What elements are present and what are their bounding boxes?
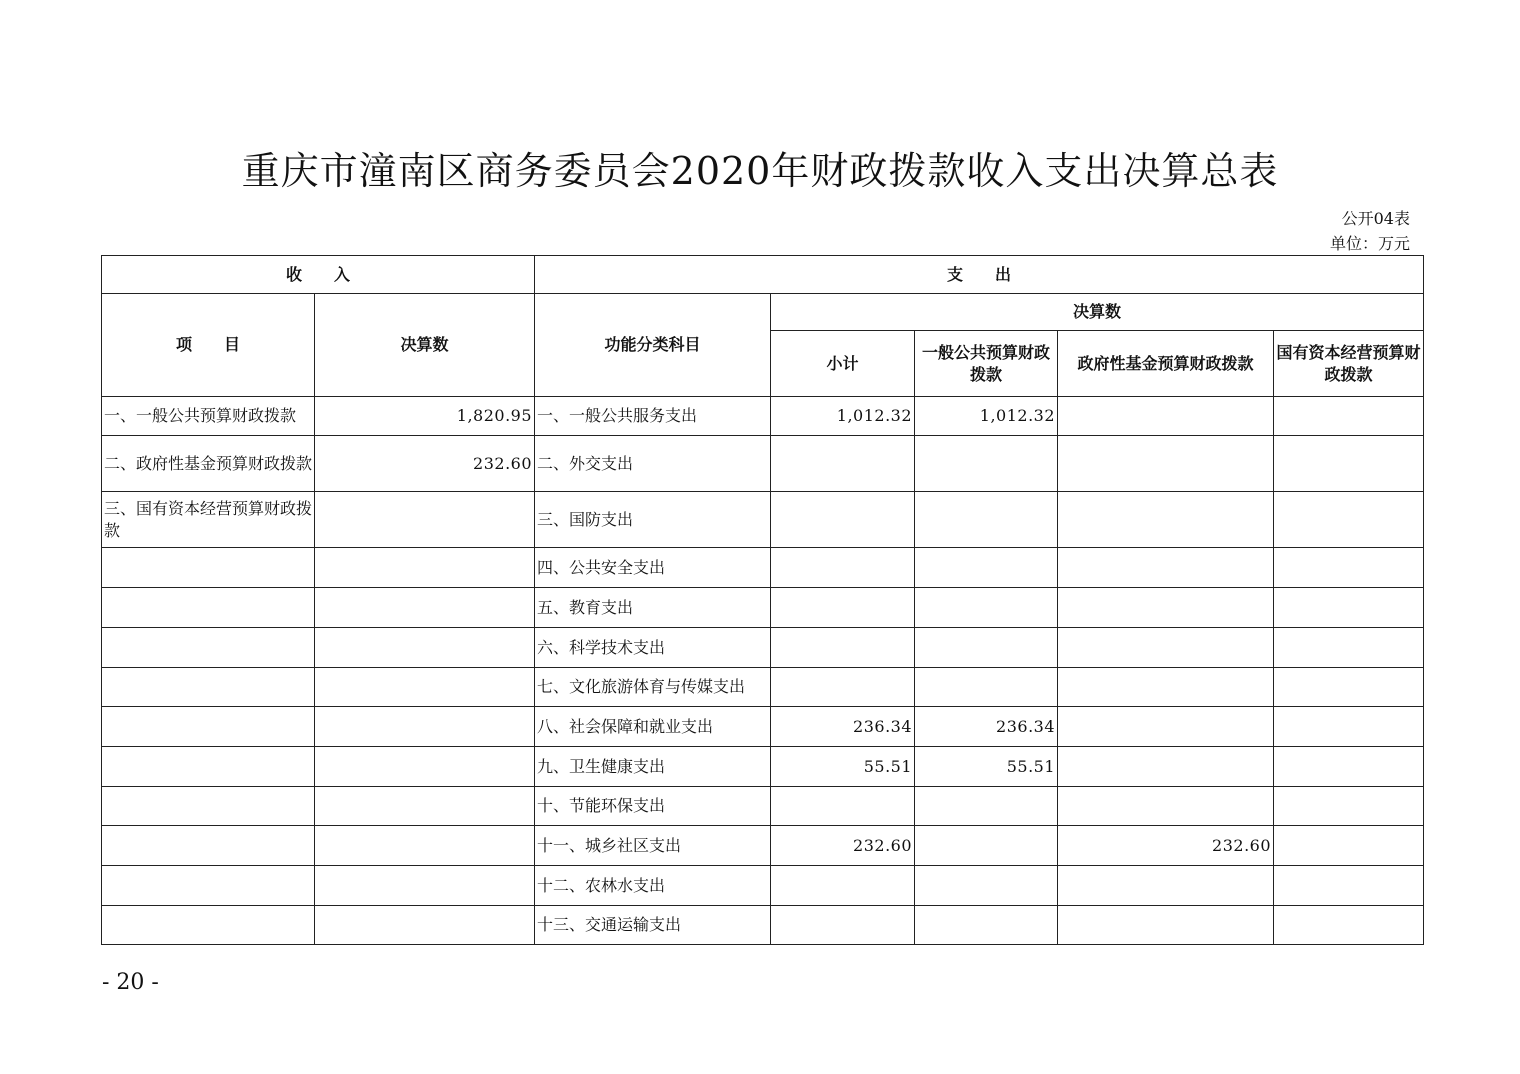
table-row — [102, 866, 1424, 906]
subtotal-cell — [771, 436, 915, 492]
gov-fund-cell — [1058, 866, 1274, 906]
income-item-cell — [102, 747, 315, 787]
gov-fund-cell: 232.60 — [1058, 826, 1274, 866]
income-amount-cell — [315, 747, 535, 787]
income-amount-cell — [315, 866, 535, 906]
income-item-cell: 一、一般公共预算财政拨款 — [102, 397, 315, 436]
subtotal-cell: 55.51 — [771, 747, 915, 787]
state-capital-cell — [1274, 668, 1424, 707]
category-cell: 三、国防支出 — [535, 492, 771, 548]
state-capital-cell — [1274, 548, 1424, 588]
general-budget-cell — [915, 906, 1058, 945]
subtotal-header: 小计 — [771, 331, 915, 397]
general-budget-cell — [915, 436, 1058, 492]
income-amount-cell — [315, 588, 535, 628]
final-amount-header: 决算数 — [315, 294, 535, 397]
gov-fund-cell — [1058, 492, 1274, 548]
table-row — [102, 628, 1424, 668]
table-row — [102, 548, 1424, 588]
general-budget-cell — [915, 588, 1058, 628]
table-row — [102, 397, 1424, 436]
general-budget-cell: 55.51 — [915, 747, 1058, 787]
subtotal-cell: 1,012.32 — [771, 397, 915, 436]
income-amount-cell — [315, 707, 535, 747]
general-budget-cell — [915, 548, 1058, 588]
subtotal-cell — [771, 548, 915, 588]
gov-fund-cell — [1058, 397, 1274, 436]
category-cell: 二、外交支出 — [535, 436, 771, 492]
income-item-cell: 二、政府性基金预算财政拨款 — [102, 436, 315, 492]
table-row — [102, 707, 1424, 747]
gov-fund-cell — [1058, 906, 1274, 945]
table-row — [102, 492, 1424, 548]
category-cell: 十二、农林水支出 — [535, 866, 771, 906]
category-cell: 六、科学技术支出 — [535, 628, 771, 668]
gov-fund-cell — [1058, 588, 1274, 628]
subtotal-cell: 236.34 — [771, 707, 915, 747]
subtotal-cell — [771, 668, 915, 707]
state-capital-cell — [1274, 707, 1424, 747]
income-item-cell — [102, 668, 315, 707]
table-row — [102, 826, 1424, 866]
subtotal-cell — [771, 787, 915, 826]
state-capital-cell — [1274, 588, 1424, 628]
income-item-cell — [102, 906, 315, 945]
page-number: - 20 - — [102, 970, 159, 995]
item-header: 项 目 — [102, 294, 315, 397]
general-budget-cell — [915, 866, 1058, 906]
gov-fund-cell — [1058, 747, 1274, 787]
category-cell: 七、文化旅游体育与传媒支出 — [535, 668, 771, 707]
state-capital-cell — [1274, 397, 1424, 436]
category-cell: 一、一般公共服务支出 — [535, 397, 771, 436]
general-budget-cell — [915, 492, 1058, 548]
final-amount-group-header: 决算数 — [771, 294, 1424, 331]
header-row-1 — [102, 256, 1424, 294]
category-cell: 四、公共安全支出 — [535, 548, 771, 588]
state-capital-cell — [1274, 826, 1424, 866]
gov-fund-cell — [1058, 628, 1274, 668]
income-item-cell: 三、国有资本经营预算财政拨款 — [102, 492, 315, 548]
income-item-cell — [102, 707, 315, 747]
category-cell: 十一、城乡社区支出 — [535, 826, 771, 866]
category-cell: 十、节能环保支出 — [535, 787, 771, 826]
income-amount-cell: 232.60 — [315, 436, 535, 492]
income-item-cell — [102, 826, 315, 866]
state-capital-cell — [1274, 906, 1424, 945]
unit-label: 单位：万元 — [1329, 234, 1410, 253]
budget-summary-table — [101, 255, 1424, 945]
table-row — [102, 787, 1424, 826]
state-capital-budget-header: 国有资本经营预算财政拨款 — [1274, 331, 1424, 397]
subtotal-cell — [771, 628, 915, 668]
category-cell: 八、社会保障和就业支出 — [535, 707, 771, 747]
state-capital-cell — [1274, 628, 1424, 668]
category-cell: 十三、交通运输支出 — [535, 906, 771, 945]
income-amount-cell — [315, 906, 535, 945]
general-budget-cell — [915, 787, 1058, 826]
income-amount-cell: 1,820.95 — [315, 397, 535, 436]
general-budget-cell: 236.34 — [915, 707, 1058, 747]
income-amount-cell — [315, 826, 535, 866]
table-row — [102, 747, 1424, 787]
table-row — [102, 906, 1424, 945]
function-category-header: 功能分类科目 — [535, 294, 771, 397]
income-amount-cell — [315, 668, 535, 707]
income-item-cell — [102, 628, 315, 668]
general-budget-cell: 1,012.32 — [915, 397, 1058, 436]
state-capital-cell — [1274, 866, 1424, 906]
general-budget-cell — [915, 826, 1058, 866]
income-amount-cell — [315, 492, 535, 548]
gov-fund-cell — [1058, 668, 1274, 707]
income-amount-cell — [315, 548, 535, 588]
state-capital-cell — [1274, 747, 1424, 787]
subtotal-cell: 232.60 — [771, 826, 915, 866]
gov-fund-cell — [1058, 707, 1274, 747]
table-row — [102, 436, 1424, 492]
income-item-cell — [102, 866, 315, 906]
table-row — [102, 668, 1424, 707]
state-capital-cell — [1274, 787, 1424, 826]
header-row-2 — [102, 294, 1424, 331]
income-amount-cell — [315, 628, 535, 668]
subtotal-cell — [771, 866, 915, 906]
income-amount-cell — [315, 787, 535, 826]
income-item-cell — [102, 787, 315, 826]
gov-fund-cell — [1058, 548, 1274, 588]
subtotal-cell — [771, 588, 915, 628]
income-item-cell — [102, 548, 315, 588]
general-budget-cell — [915, 668, 1058, 707]
subtotal-cell — [771, 906, 915, 945]
state-capital-cell — [1274, 492, 1424, 548]
table-row — [102, 588, 1424, 628]
category-cell: 九、卫生健康支出 — [535, 747, 771, 787]
page-title: 重庆市潼南区商务委员会2020年财政拨款收入支出决算总表 — [241, 149, 1279, 193]
gov-fund-budget-header: 政府性基金预算财政拨款 — [1058, 331, 1274, 397]
category-cell: 五、教育支出 — [535, 588, 771, 628]
general-budget-cell — [915, 628, 1058, 668]
form-code: 公开04表 — [1341, 209, 1410, 228]
gov-fund-cell — [1058, 787, 1274, 826]
subtotal-cell — [771, 492, 915, 548]
expense-header: 支 出 — [535, 256, 1424, 294]
income-header: 收 入 — [102, 256, 535, 294]
general-budget-header: 一般公共预算财政拨款 — [915, 331, 1058, 397]
state-capital-cell — [1274, 436, 1424, 492]
gov-fund-cell — [1058, 436, 1274, 492]
income-item-cell — [102, 588, 315, 628]
